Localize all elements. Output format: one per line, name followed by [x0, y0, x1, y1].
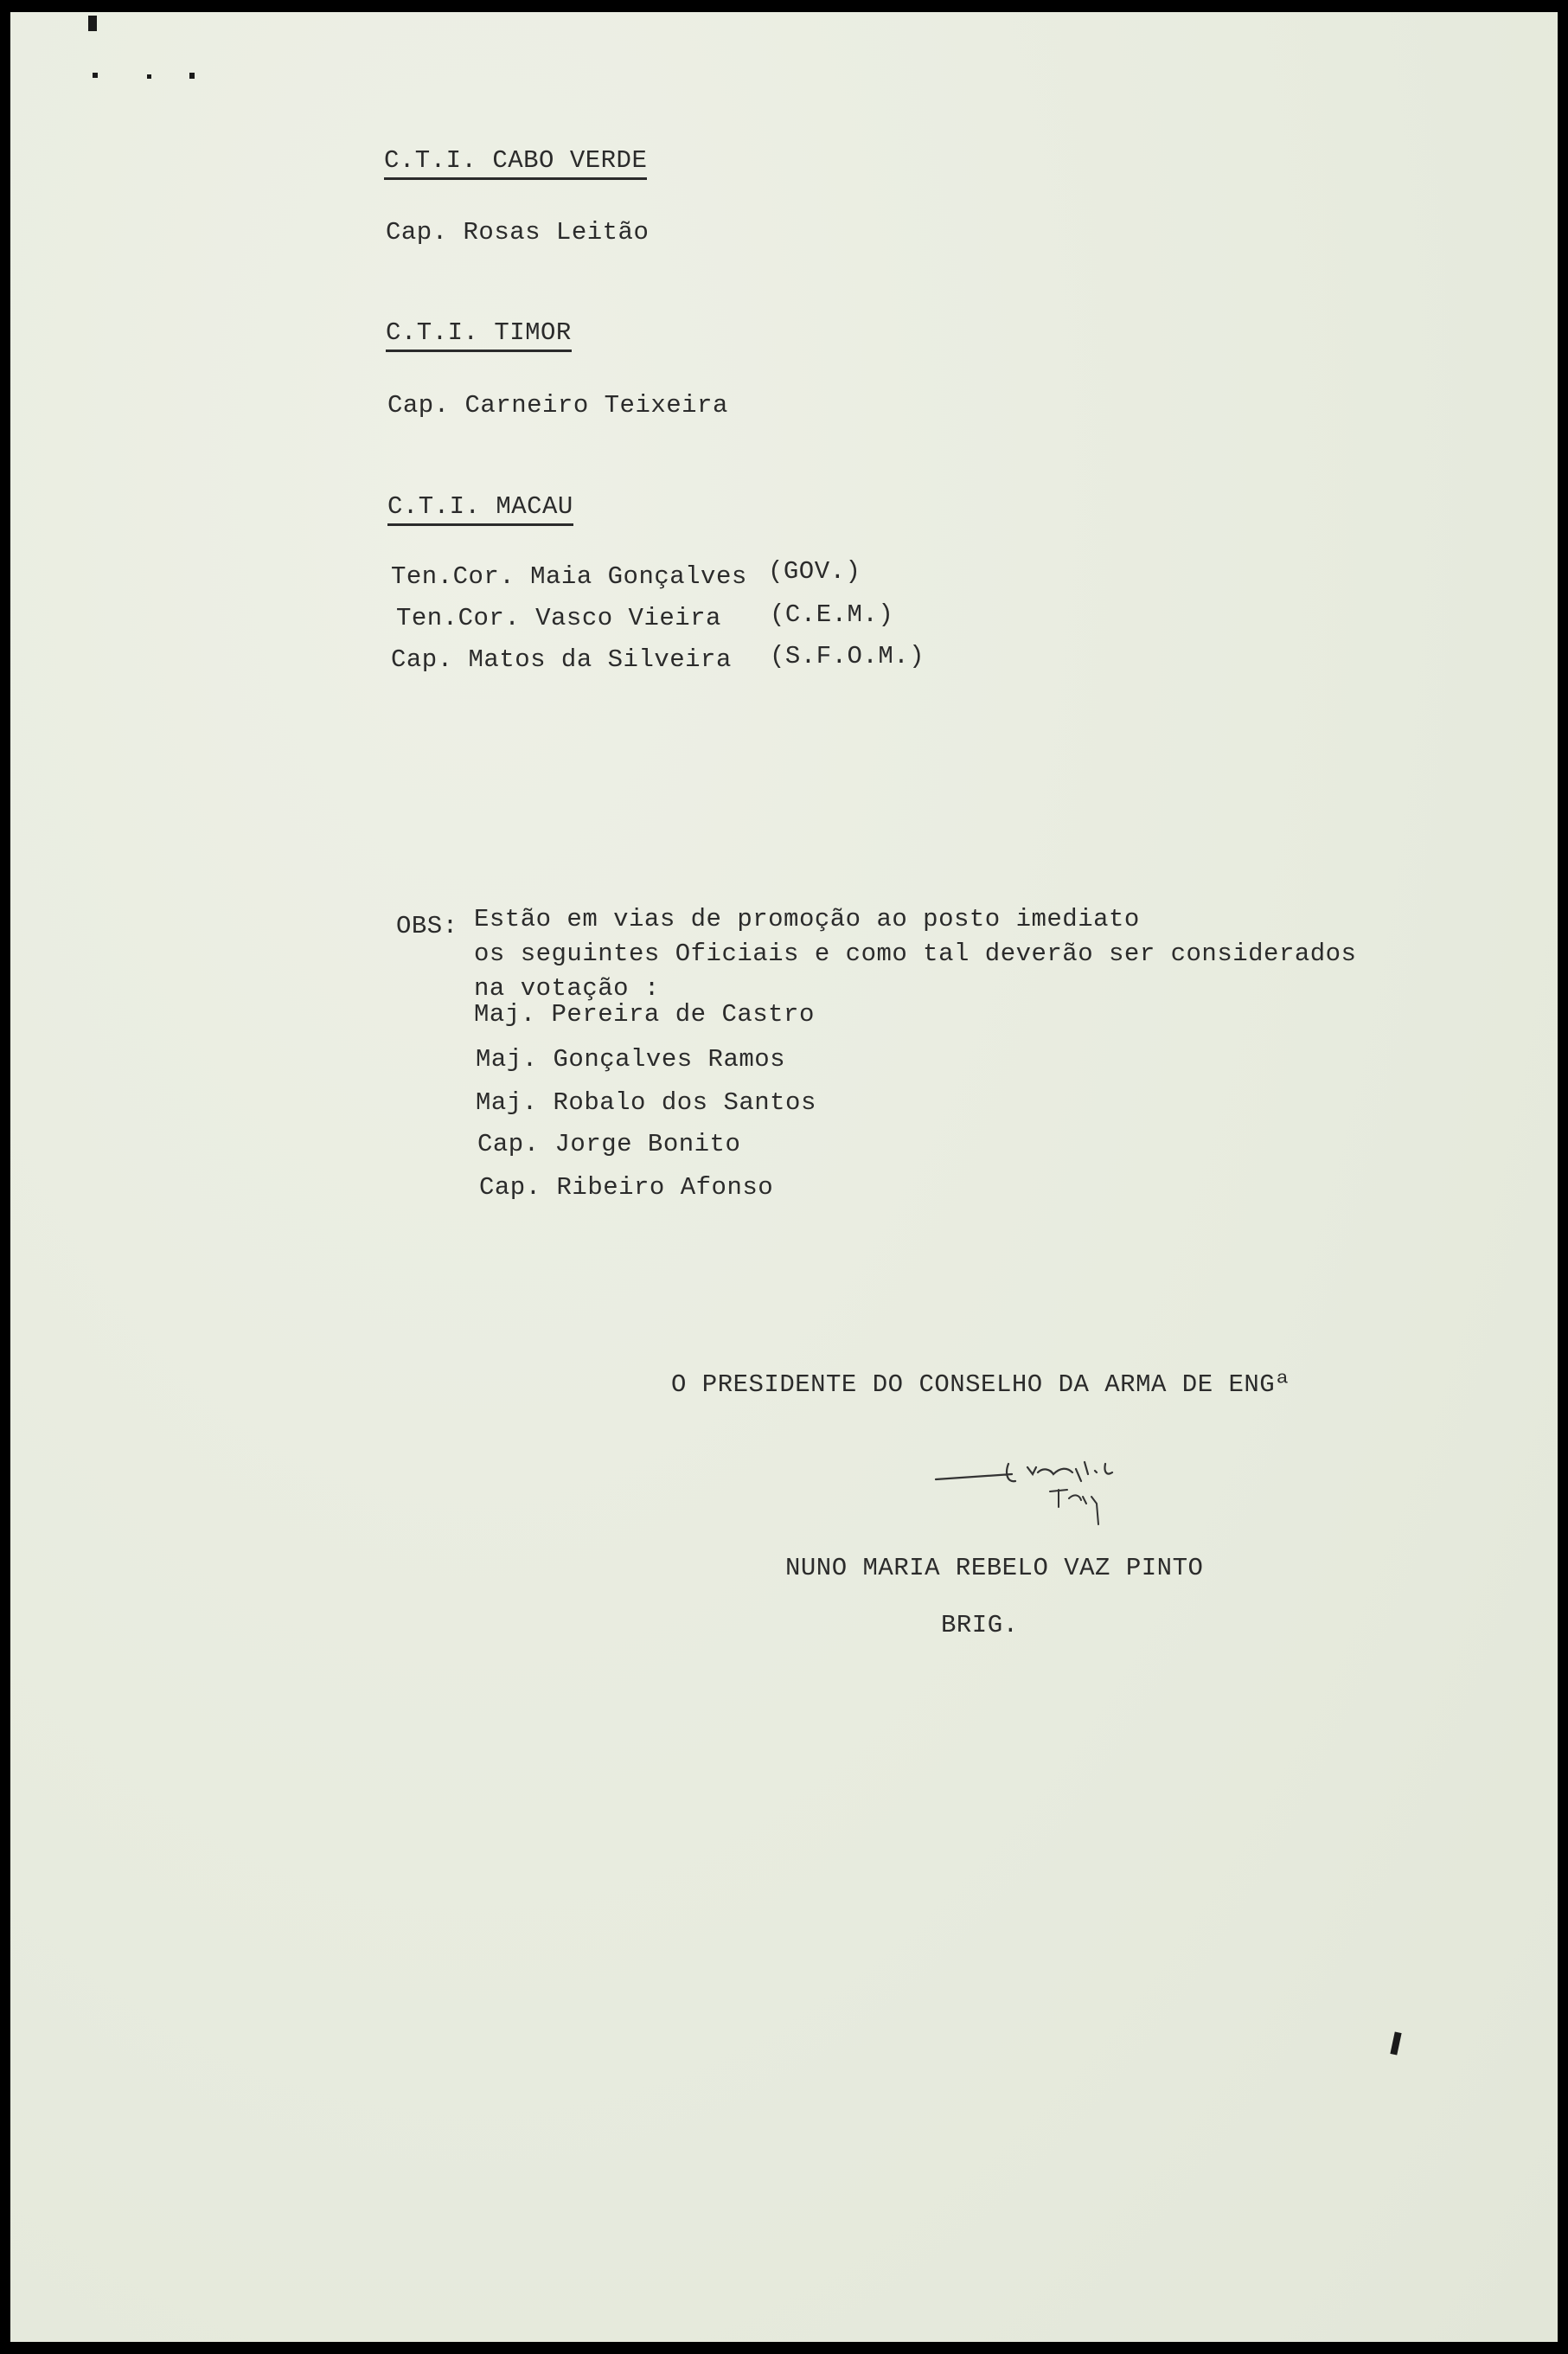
- obs-label: OBS:: [396, 912, 458, 940]
- signatory-rank: BRIG.: [941, 1611, 1019, 1639]
- obs-officer: Cap. Jorge Bonito: [477, 1130, 741, 1158]
- obs-officer: Maj. Robalo dos Santos: [476, 1088, 816, 1117]
- closing-title: O PRESIDENTE DO CONSELHO DA ARMA DE ENGª: [671, 1370, 1291, 1399]
- section-heading: C.T.I. CABO VERDE: [384, 148, 647, 180]
- obs-officer: Cap. Ribeiro Afonso: [479, 1173, 774, 1202]
- ink-spot: [1390, 2031, 1401, 2055]
- obs-text-line: na votação :: [474, 974, 660, 1003]
- corner-mark: [88, 16, 97, 31]
- officer-name: Ten.Cor. Maia Gonçalves: [391, 562, 747, 591]
- signatory-name: NUNO MARIA REBELO VAZ PINTO: [785, 1554, 1204, 1582]
- corner-mark: [189, 73, 195, 79]
- officer-line: Cap. Rosas Leitão: [386, 218, 650, 247]
- officer-name: Cap. Matos da Silveira: [391, 645, 732, 674]
- officer-name: Ten.Cor. Vasco Vieira: [396, 604, 721, 632]
- obs-officer: Maj. Pereira de Castro: [474, 1000, 815, 1029]
- corner-mark: [93, 73, 98, 78]
- obs-text-line: Estão em vias de promoção ao posto imediato: [474, 905, 1140, 933]
- section-heading: C.T.I. MACAU: [387, 494, 573, 526]
- corner-mark: [147, 74, 151, 79]
- officer-role: (C.E.M.): [770, 600, 894, 629]
- obs-text-line: os seguintes Oficiais e como tal deverão ser considerados: [474, 940, 1357, 968]
- document-page: [10, 12, 1558, 2342]
- signature: [925, 1429, 1202, 1533]
- obs-officer: Maj. Gonçalves Ramos: [476, 1045, 786, 1074]
- officer-line: Cap. Carneiro Teixeira: [387, 391, 728, 420]
- officer-role: (S.F.O.M.): [770, 642, 925, 670]
- officer-role: (GOV.): [768, 557, 861, 586]
- section-heading: C.T.I. TIMOR: [386, 320, 572, 352]
